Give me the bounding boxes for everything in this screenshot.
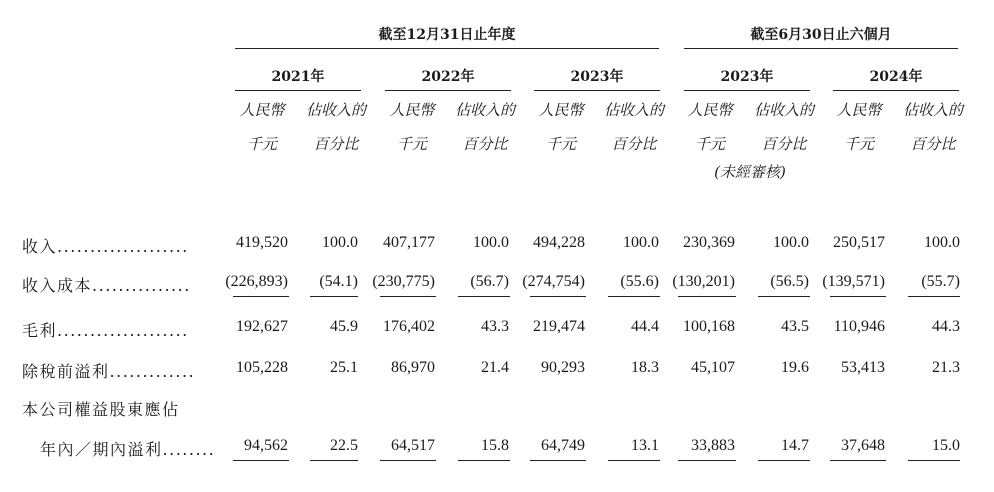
interim-period-rule [684, 48, 958, 49]
unit-rmb-line1: 人民幣 [836, 101, 882, 119]
unit-rmb-line1: 人民幣 [239, 101, 285, 119]
year-header-2024-interim: 2024年 [869, 69, 923, 85]
unit-rmb-2024-interim [819, 100, 899, 154]
year-rule-2023-interim [684, 90, 810, 91]
unit-rmb-2021 [222, 100, 302, 154]
row-label-cost-of-revenue [22, 273, 191, 296]
row-label-gross-profit [22, 318, 189, 341]
cell-underline [380, 460, 436, 461]
table-cell: 100,168 [683, 318, 735, 335]
table-cell: 37,648 [841, 437, 885, 454]
label-text: 收入成本 [22, 276, 93, 295]
unit-rmb-line1: 人民幣 [538, 101, 584, 119]
table-cell: (54.1) [319, 273, 358, 290]
unit-pct-line2: 百分比 [462, 135, 508, 153]
table-cell: 250,517 [833, 234, 885, 251]
table-cell: 419,520 [236, 234, 288, 251]
unit-rmb-2023 [521, 100, 601, 154]
table-cell: 33,883 [691, 437, 735, 454]
leader-dots: ........ [162, 440, 216, 459]
label-text: 本公司權益股東應佔 [22, 400, 180, 419]
table-cell: 105,228 [236, 359, 288, 376]
unit-rmb-line2: 千元 [843, 135, 874, 153]
row-label-attributable-line1 [22, 397, 180, 420]
row-label-attributable-profit [40, 437, 215, 460]
cell-underline [830, 296, 886, 297]
table-cell: 110,946 [833, 318, 885, 335]
table-cell: 22.5 [330, 437, 358, 454]
table-cell: (139,571) [822, 273, 885, 290]
unit-rmb-line2: 千元 [246, 135, 277, 153]
table-cell: (55.6) [620, 273, 659, 290]
table-cell: 15.0 [932, 437, 960, 454]
cell-underline [530, 296, 586, 297]
table-cell: (130,201) [672, 273, 735, 290]
table-cell: 100.0 [473, 234, 509, 251]
leader-dots: .................... [57, 237, 189, 256]
table-cell: (226,893) [225, 273, 288, 290]
table-cell: 13.1 [631, 437, 659, 454]
table-cell: 15.8 [481, 437, 509, 454]
label-text: 除稅前溢利 [22, 362, 110, 381]
cell-underline [758, 460, 810, 461]
cell-underline [310, 460, 358, 461]
table-cell: (56.5) [770, 273, 809, 290]
table-cell: 21.4 [481, 359, 509, 376]
unit-rmb-2023-interim [670, 100, 750, 154]
year-rule-2021 [235, 90, 361, 91]
label-text: 收入 [22, 237, 58, 256]
annual-period-rule [235, 48, 659, 49]
unaudited-note: (未經審核) [714, 163, 786, 181]
unit-pct-2021 [296, 100, 376, 154]
label-text: 毛利 [22, 321, 58, 340]
table-cell: 100.0 [773, 234, 809, 251]
year-header-2022: 2022年 [421, 69, 475, 85]
table-cell: 407,177 [383, 234, 435, 251]
year-rule-2023 [534, 90, 660, 91]
unit-rmb-line1: 人民幣 [687, 101, 733, 119]
table-cell: 44.4 [631, 318, 659, 335]
table-cell: 45.9 [330, 318, 358, 335]
table-cell: 100.0 [924, 234, 960, 251]
cell-underline [908, 460, 960, 461]
leader-dots: ............. [109, 362, 196, 381]
table-cell: 230,369 [683, 234, 735, 251]
unit-pct-line2: 百分比 [910, 135, 956, 153]
table-cell: 494,228 [533, 234, 585, 251]
table-cell: 100.0 [322, 234, 358, 251]
unit-pct-2022 [445, 100, 525, 154]
unit-rmb-line2: 千元 [694, 135, 725, 153]
cell-underline [310, 296, 358, 297]
year-header-2021: 2021年 [271, 69, 325, 85]
table-cell: 18.3 [631, 359, 659, 376]
table-cell: 25.1 [330, 359, 358, 376]
table-cell: 86,970 [391, 359, 435, 376]
unit-pct-line2: 百分比 [611, 135, 657, 153]
annual-period-header: 截至12月31日止年度 [378, 27, 516, 43]
cell-underline [380, 296, 436, 297]
cell-underline [608, 296, 660, 297]
table-cell: 100.0 [623, 234, 659, 251]
cell-underline [530, 460, 586, 461]
label-text: 年內／期內溢利 [40, 440, 163, 459]
year-header-2023-interim: 2023年 [720, 69, 774, 85]
table-cell: 45,107 [691, 359, 735, 376]
unit-pct-line1: 佔收入的 [902, 101, 963, 119]
unit-rmb-2022 [372, 100, 452, 154]
cell-underline [678, 296, 736, 297]
table-cell: 43.3 [481, 318, 509, 335]
leader-dots: .................... [57, 321, 189, 340]
table-cell: 43.5 [781, 318, 809, 335]
unit-pct-line1: 佔收入的 [753, 101, 814, 119]
unit-rmb-line2: 千元 [396, 135, 427, 153]
unit-pct-2024-interim [893, 100, 973, 154]
table-cell: (56.7) [470, 273, 509, 290]
table-cell: 53,413 [841, 359, 885, 376]
unit-pct-line2: 百分比 [313, 135, 359, 153]
cell-underline [758, 296, 810, 297]
leader-dots: ............... [92, 276, 191, 295]
cell-underline [458, 460, 510, 461]
row-label-profit-before-tax [22, 359, 195, 382]
year-rule-2022 [385, 90, 511, 91]
row-label-revenue [22, 234, 189, 257]
unit-pct-line2: 百分比 [761, 135, 807, 153]
unit-pct-line1: 佔收入的 [603, 101, 664, 119]
table-cell: (230,775) [372, 273, 435, 290]
unit-pct-2023-interim [744, 100, 824, 154]
table-cell: 90,293 [541, 359, 585, 376]
cell-underline [830, 460, 886, 461]
unit-pct-line1: 佔收入的 [454, 101, 515, 119]
table-cell: 219,474 [533, 318, 585, 335]
unit-pct-2023 [594, 100, 674, 154]
interim-period-header: 截至6月30日止六個月 [750, 27, 892, 43]
table-cell: 94,562 [244, 437, 288, 454]
year-rule-2024-interim [833, 90, 959, 91]
year-header-2023: 2023年 [570, 69, 624, 85]
table-cell: 64,749 [541, 437, 585, 454]
cell-underline [233, 460, 289, 461]
cell-underline [908, 296, 960, 297]
cell-underline [678, 460, 736, 461]
table-cell: 14.7 [781, 437, 809, 454]
table-cell: 64,517 [391, 437, 435, 454]
cell-underline [233, 296, 289, 297]
unit-pct-line1: 佔收入的 [305, 101, 366, 119]
table-cell: 19.6 [781, 359, 809, 376]
unit-rmb-line2: 千元 [545, 135, 576, 153]
table-cell: 21.3 [932, 359, 960, 376]
unit-rmb-line1: 人民幣 [389, 101, 435, 119]
cell-underline [458, 296, 510, 297]
cell-underline [608, 460, 660, 461]
table-cell: (55.7) [921, 273, 960, 290]
table-cell: (274,754) [522, 273, 585, 290]
table-cell: 44.3 [932, 318, 960, 335]
table-cell: 192,627 [236, 318, 288, 335]
table-cell: 176,402 [383, 318, 435, 335]
